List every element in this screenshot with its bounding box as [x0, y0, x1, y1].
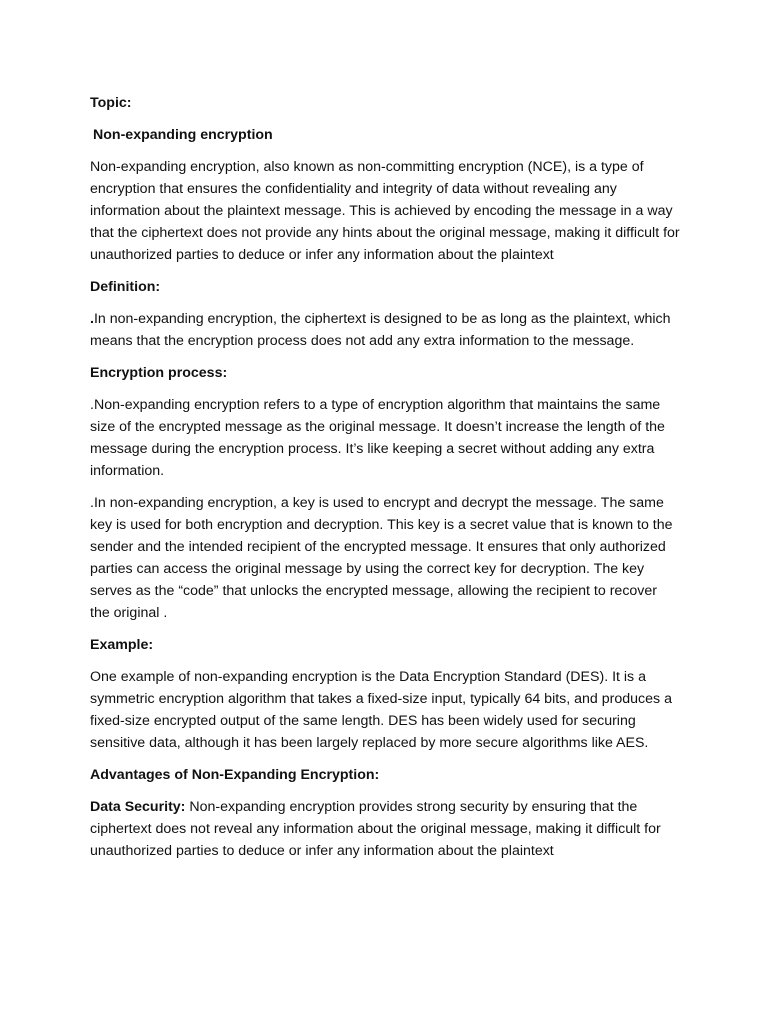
- definition-text: In non-expanding encryption, the ciphertext is designed to be as long as the plaintext, which means that the encryption process does not add any extra information to the message.: [90, 311, 671, 349]
- intro-paragraph: Non-expanding encryption, also known as non-committing encryption (NCE), is a type of encryption that ensures the confidentiality and integrity of data without revealing any information about the plaintext message. This is achieved by encoding the message in a way that the ciphertext does not provide any hints about the original message, making it difficult for unauthorized parties to deduce or infer any information about the plaintext: [90, 159, 680, 263]
- example-paragraph: One example of non-expanding encryption is the Data Encryption Standard (DES). It is a symmetric encryption algorithm that takes a fixed-size input, typically 64 bits, and produces a fixed-size encrypted output of the same length. DES has been widely used for securing sensitive data, although it has been largely replaced by more secure algorithms like AES.: [90, 669, 672, 751]
- definition-bullet: .: [90, 311, 94, 327]
- topic-title: Non-expanding encryption: [93, 127, 273, 143]
- data-security-label: Data Security:: [90, 799, 186, 815]
- process-paragraph-1: .Non-expanding encryption refers to a type of encryption algorithm that maintains the same size of the encrypted message as the original message. It doesn’t increase the length of the message during the encryption process. It’s like keeping a secret without adding any extra information.: [90, 397, 665, 479]
- advantages-heading: Advantages of Non-Expanding Encryption:: [90, 767, 380, 783]
- data-security-text: Non-expanding encryption provides strong security by ensuring that the ciphertext does not reveal any information about the original message, making it difficult for unauthorized parties to deduce or infer any information about the plaintext: [90, 799, 661, 859]
- definition-paragraph: [90, 308, 680, 352]
- process-paragraph-2: .In non-expanding encryption, a key is used to encrypt and decrypt the message. The same key is used for both encryption and decryption. This key is a secret value that is known to the sender and the intended recipient of the encrypted message. It ensures that only authorized parties can access the original message by using the correct key for decryption. The key serves as the “code” that unlocks the encrypted message, allowing the recipient to recover the original .: [90, 495, 673, 621]
- document-body: [90, 92, 680, 872]
- definition-heading: Definition:: [90, 279, 161, 295]
- process-heading: Encryption process:: [90, 365, 228, 381]
- topic-label: Topic:: [90, 95, 132, 111]
- data-security-paragraph: [90, 796, 680, 862]
- example-heading: Example:: [90, 637, 154, 653]
